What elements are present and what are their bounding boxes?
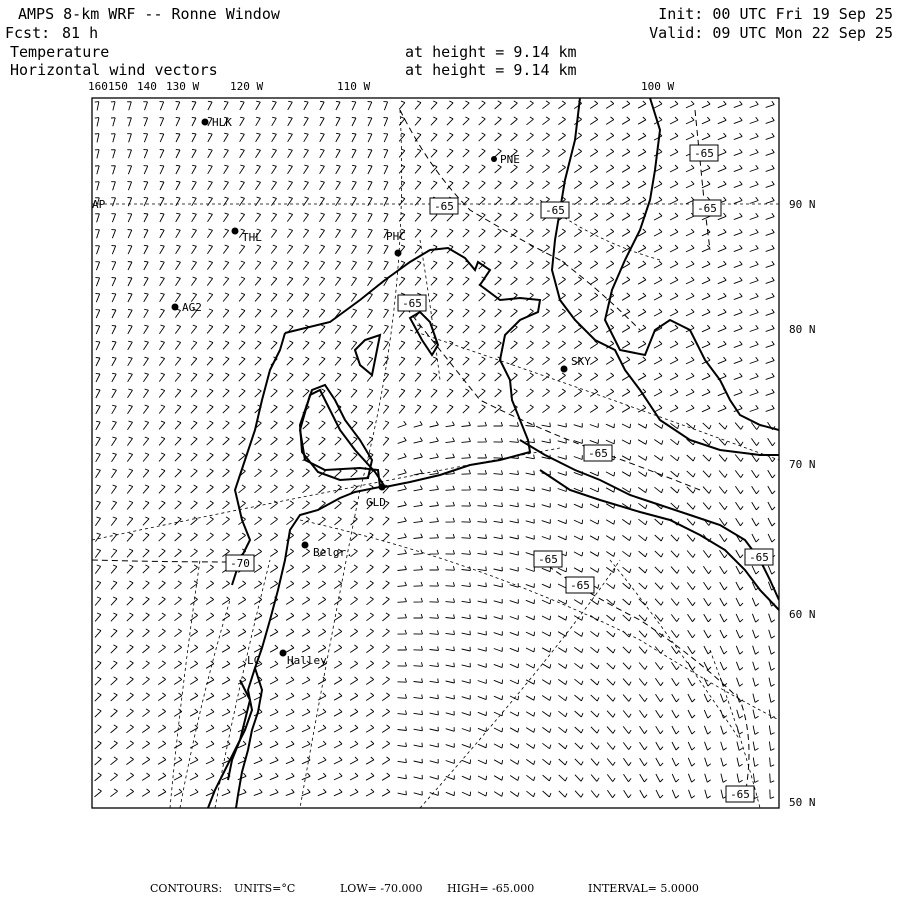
svg-text:LC: LC <box>247 654 261 667</box>
lat-label: 80 N <box>789 323 816 336</box>
svg-text:-65: -65 <box>730 788 750 801</box>
svg-text:-65: -65 <box>538 553 558 566</box>
longitude-labels <box>88 80 674 93</box>
contours-interval: INTERVAL= 5.0000 <box>588 882 699 895</box>
init-time: Init: 00 UTC Fri 19 Sep 25 <box>658 5 893 23</box>
map-panel <box>92 98 779 808</box>
lon-label: 130 W <box>166 80 200 93</box>
field2-height: at height = 9.14 km <box>405 61 577 79</box>
lat-label-partial: AP <box>92 198 106 211</box>
svg-text:-70: -70 <box>230 557 250 570</box>
field2-name: Horizontal wind vectors <box>10 61 218 79</box>
contour-label <box>584 445 612 461</box>
svg-text:-65: -65 <box>694 147 714 160</box>
lat-label: 70 N <box>789 458 816 471</box>
contour-label <box>566 577 594 593</box>
forecast-hours: 81 h <box>62 24 99 42</box>
contours-high: HIGH= -65.000 <box>447 882 535 895</box>
svg-text:-65: -65 <box>402 297 422 310</box>
svg-text:-65: -65 <box>570 579 590 592</box>
field1-height: at height = 9.14 km <box>405 43 577 61</box>
plot-header <box>5 5 893 79</box>
contours-low: LOW= -70.000 <box>340 882 423 895</box>
svg-text:Halley: Halley <box>287 654 327 667</box>
forecast-label: Fcst: <box>5 24 51 42</box>
lon-label: 120 W <box>230 80 264 93</box>
contour-label <box>226 555 254 571</box>
lon-label: 140 <box>137 80 157 93</box>
model-title: AMPS 8-km WRF -- Ronne Window <box>18 5 280 23</box>
contour-label <box>534 551 562 567</box>
svg-text:GLD: GLD <box>366 496 386 509</box>
lat-label: 90 N <box>789 198 816 211</box>
lat-label: 50 N <box>789 796 816 809</box>
svg-text:-65: -65 <box>434 200 454 213</box>
svg-text:Belgr.: Belgr. <box>313 546 353 559</box>
svg-text:HLK: HLK <box>212 116 232 129</box>
contours-label: CONTOURS: <box>150 882 223 895</box>
lon-label: 160 <box>88 80 108 93</box>
contour-label <box>398 295 426 311</box>
contours-units: UNITS=°C <box>234 882 296 895</box>
lon-label: 150 <box>108 80 128 93</box>
contour-label <box>745 549 773 565</box>
svg-text:AG2: AG2 <box>182 301 202 314</box>
svg-text:PHC: PHC <box>386 230 406 243</box>
svg-text:-65: -65 <box>749 551 769 564</box>
svg-text:SKY: SKY <box>571 355 591 368</box>
svg-text:PNE: PNE <box>500 153 520 166</box>
field1-name: Temperature <box>10 43 110 61</box>
lat-label: 60 N <box>789 608 816 621</box>
contour-label <box>726 786 754 802</box>
lon-label: 100 W <box>641 80 675 93</box>
station-lc <box>247 654 260 667</box>
valid-time: Valid: 09 UTC Mon 22 Sep 25 <box>649 24 893 42</box>
svg-text:-65: -65 <box>545 204 565 217</box>
svg-text:-65: -65 <box>697 202 717 215</box>
contour-info-footer <box>150 882 699 895</box>
svg-text:-65: -65 <box>588 447 608 460</box>
contour-label <box>693 200 721 216</box>
svg-text:THL: THL <box>242 231 262 244</box>
contour-label <box>541 202 569 218</box>
contour-label <box>690 145 718 161</box>
lon-label: 110 W <box>337 80 371 93</box>
contour-label <box>430 198 458 214</box>
